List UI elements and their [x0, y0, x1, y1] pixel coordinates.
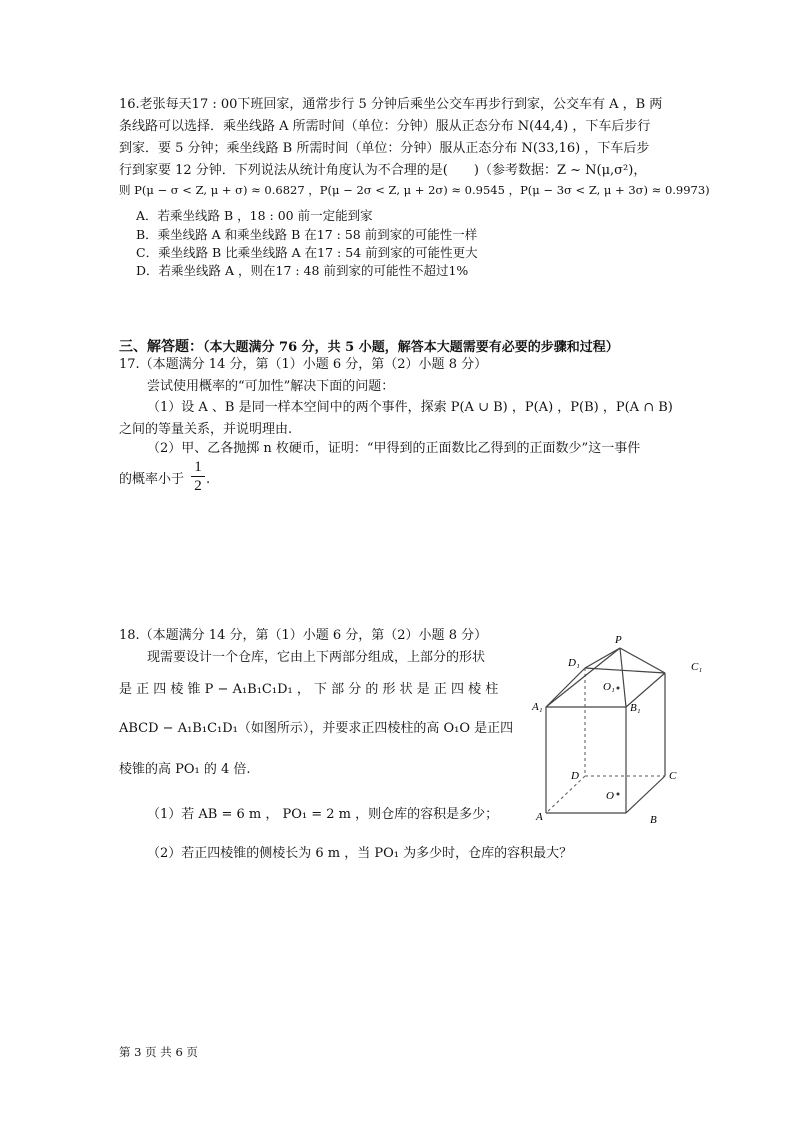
label-o1: O₁: [603, 681, 615, 693]
center-point-o1: [617, 687, 620, 690]
fraction-numerator: 1: [194, 459, 202, 475]
label-a: A: [536, 811, 543, 823]
q16-option-a: A．若乘坐线路 B ，18 : 00 前一定能到家: [136, 208, 373, 223]
q16-line-2: 条线路可以选择．乘坐线路 A 所需时间（单位：分钟）服从正态分布 N(44,4) ，下车后步行: [119, 119, 651, 134]
q18-part2: （2）若正四棱锥的侧棱长为 6 m ，当 PO₁ 为多少时，仓库的容积最大？: [147, 846, 573, 861]
fraction-bar: [191, 476, 205, 477]
label-b1: B₁: [630, 702, 641, 714]
label-b: B: [650, 814, 657, 826]
q18-text-line-1: 现需要设计一个仓库，它由上下两部分组成，上部分的形状: [147, 650, 486, 665]
q16-option-b: B．乘坐线路 A 和乘坐线路 B 在17 : 58 前到家的可能性一样: [136, 227, 478, 242]
fraction-denominator: 2: [194, 478, 202, 494]
q17-fraction-one-half: [191, 459, 205, 494]
label-d1: D₁: [568, 657, 580, 669]
label-c1: C₁: [691, 661, 703, 673]
q17-header: 17.（本题满分 14 分，第（1）小题 6 分，第（2）小题 8 分）: [119, 357, 488, 372]
label-d: D: [571, 770, 579, 782]
section-3-heading: [119, 336, 619, 356]
q16-line-5: 则 P(μ − σ < Z, μ + σ) ≈ 0.6827 ，P(μ − 2σ < Z, μ + 2σ) ≈ 0.9545 ，P(μ − 3σ < Z, μ + 3σ) ≈ 0.9973): [119, 183, 710, 197]
q16-line-1: 16.老张每天17 : 00下班回家，通常步行 5 分钟后乘坐公交车再步行到家，公交车有 A ，B 两: [119, 97, 663, 112]
q18-text-line-3: ABCD − A₁B₁C₁D₁（如图所示），并要求正四棱柱的高 O₁O 是正四: [119, 721, 514, 736]
page-footer: 第 3 页 共 6 页: [119, 1045, 198, 1059]
q18-header: 18.（本题满分 14 分，第（1）小题 6 分，第（2）小题 8 分）: [119, 628, 488, 643]
q18-text-line-4: 棱锥的高 PO₁ 的 4 倍.: [119, 762, 251, 777]
section-3-title: 三、解答题：: [119, 339, 203, 355]
q16-option-d: D．若乘坐线路 A ，则在17 : 48 前到家的可能性不超过1%: [136, 263, 469, 278]
q16-option-c: C．乘坐线路 B 比乘坐线路 A 在17 : 54 前到家的可能性更大: [136, 245, 478, 260]
label-c: C: [669, 770, 677, 782]
q17-part2-line-2: 的概率小于: [119, 472, 185, 487]
q17-part1-line-1: （1）设 A 、B 是同一样本空间中的两个事件，探索 P(A ∪ B) ，P(A) ，P(B) ，P(A ∩ B): [147, 400, 673, 415]
warehouse-figure: [528, 630, 728, 830]
q17-intro: 尝试使用概率的“可加性”解决下面的问题：: [147, 379, 395, 394]
label-p: P: [615, 634, 622, 646]
q17-part1-line-2: 之间的等量关系，并说明理由.: [119, 422, 293, 437]
label-a1: A₁: [532, 701, 543, 713]
label-o: O: [606, 790, 614, 802]
pyramid-edges: [546, 648, 665, 707]
q17-part2-line-1: （2）甲、乙各抛掷 n 枚硬币，证明：“甲得到的正面数比乙得到的正面数少”这一事件: [147, 441, 641, 456]
section-3-note: （本大题满分 76 分，共 5 小题，解答本大题需要有必要的步骤和过程）: [203, 340, 619, 355]
q17-part2-end: .: [206, 472, 211, 487]
q18-text-line-2: 是 正 四 棱 锥 P − A₁B₁C₁D₁ ， 下 部 分 的 形 状 是 正 四 棱 柱: [119, 682, 499, 697]
q16-line-3: 到家．要 5 分钟；乘坐线路 B 所需时间（单位：分钟）服从正态分布 N(33,16) ，下车后步: [119, 141, 650, 156]
q18-part1: （1）若 AB = 6 m ， PO₁ = 2 m ，则仓库的容积是多少；: [147, 807, 499, 822]
q16-line-4: 行到家要 12 分钟．下列说法从统计角度认为不合理的是( )（参考数据：Z ~ N(μ,σ²)，: [119, 163, 647, 178]
center-point-o: [617, 793, 620, 796]
